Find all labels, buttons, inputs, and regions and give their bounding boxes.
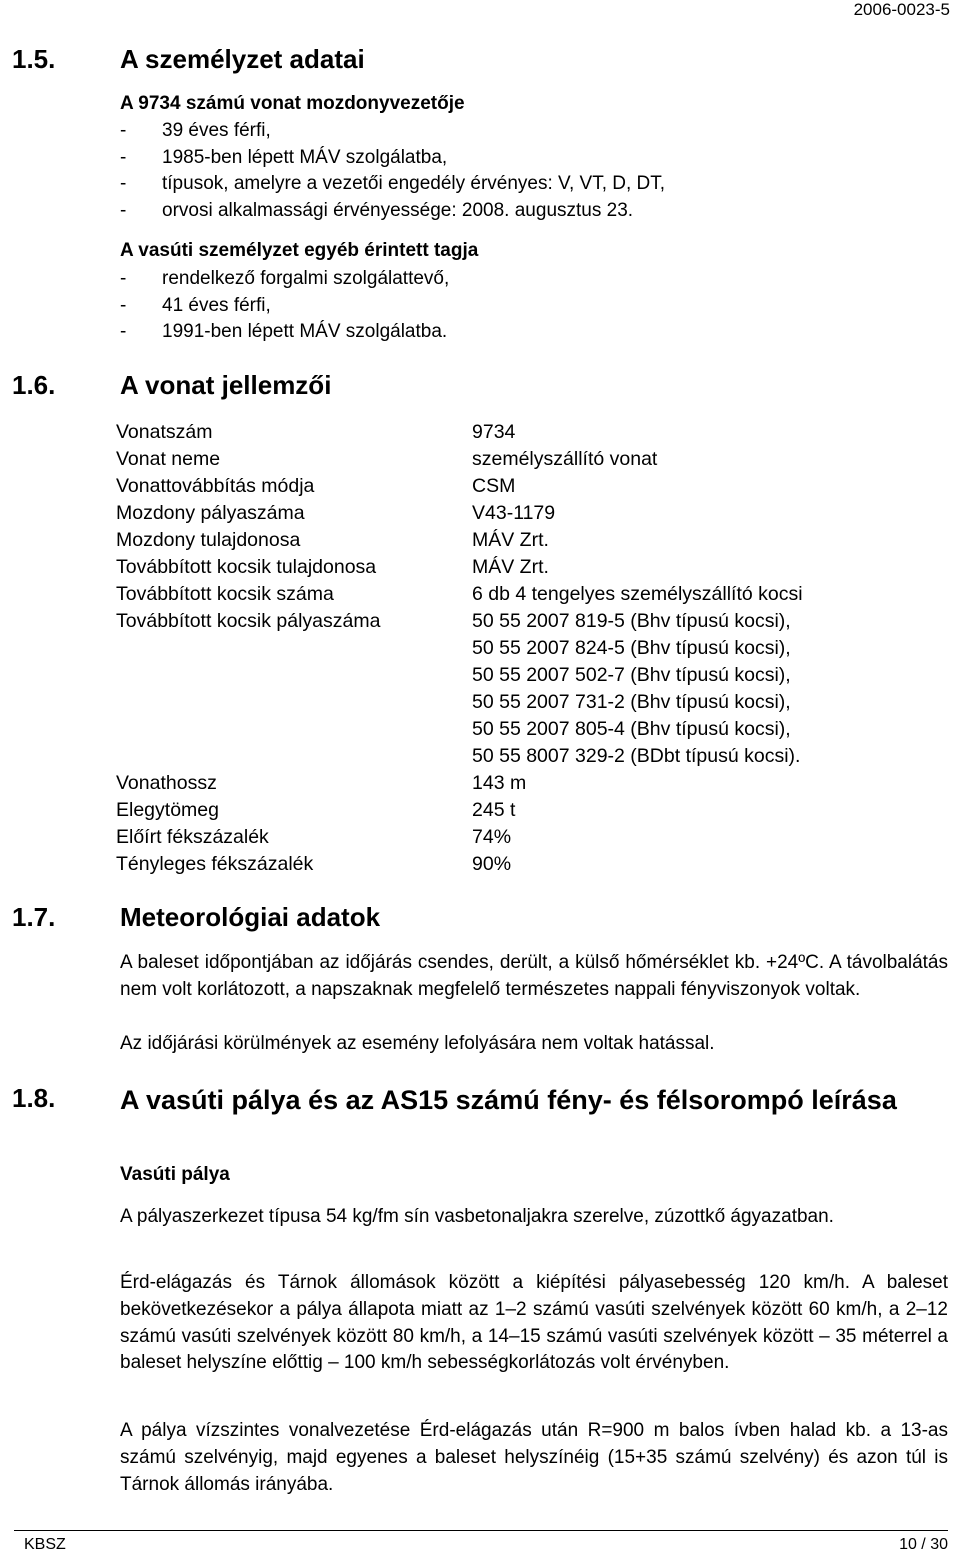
section-1-5-heading <box>0 44 960 80</box>
row-label <box>116 689 472 716</box>
section-number: 1.5. <box>12 44 56 74</box>
list-item: - rendelkező forgalmi szolgálattevő, <box>120 266 449 293</box>
table-row <box>116 500 892 527</box>
list-item: - orvosi alkalmassági érvényessége: 2008. augusztus 23. <box>120 198 665 225</box>
row-label <box>116 662 472 689</box>
speed-limit-paragraph: Érd-elágazás és Tárnok állomások között a kiépítési pályasebesség 120 km/h. A baleset bekövetkezésekor a pálya állapota miatt az 1–2 számú vasúti szelvények között 60 km/h, a 2–12 számú vasúti szelvények között 80 km/h, a 14–15 számú vasúti szelvények között – 35 méterrel a baleset helyszíne előttig – 100 km/h sebességkorlátozás volt érvényben. <box>120 1272 948 1374</box>
row-label: Vonathossz <box>116 772 217 794</box>
table-row <box>116 662 892 689</box>
weather-paragraph: A baleset időpontjában az időjárás csendes, derült, a külső hőmérséklet kb. +24ºC. A távolbalátás nem volt korlátozott, a napszaknak megfelelő természetes nappali fényviszonyok voltak. <box>120 952 948 1000</box>
table-row <box>116 446 892 473</box>
row-value: személyszállító vonat <box>472 448 658 470</box>
section-1-8-heading <box>0 1083 960 1155</box>
table-row <box>116 473 892 500</box>
document-id: 2006-0023-5 <box>853 0 950 19</box>
driver-heading: A 9734 számú vonat mozdonyvezetője <box>120 93 465 114</box>
page-footer <box>14 1530 948 1552</box>
section-1-6-heading <box>0 370 960 406</box>
table-row <box>116 689 892 716</box>
list-item: - 1991-ben lépett MÁV szolgálatba. <box>120 319 449 346</box>
row-label: Továbbított kocsik tulajdonosa <box>116 556 377 578</box>
table-row <box>116 527 892 554</box>
section-title: A vonat jellemzői <box>120 370 332 400</box>
row-value: 143 m <box>472 772 527 794</box>
section-title: Meteorológiai adatok <box>120 902 381 932</box>
row-label: Továbbított kocsik pályaszáma <box>116 610 381 632</box>
row-value: MÁV Zrt. <box>472 529 549 551</box>
row-value: 50 55 2007 824-5 (Bhv típusú kocsi), <box>472 637 791 659</box>
row-value: V43-1179 <box>472 502 556 524</box>
row-label: Mozdony pályaszáma <box>116 502 305 524</box>
row-label: Tényleges fékszázalék <box>116 853 314 875</box>
row-value: 245 t <box>472 799 516 821</box>
table-row <box>116 716 892 743</box>
table-row <box>116 581 892 608</box>
row-value: 50 55 2007 819-5 (Bhv típusú kocsi), <box>472 610 791 632</box>
table-row <box>116 635 892 662</box>
list-item: - 39 éves férfi, <box>120 118 665 145</box>
row-label: Mozdony tulajdonosa <box>116 529 301 551</box>
table-row <box>116 554 892 581</box>
row-value: 6 db 4 tengelyes személyszállító kocsi <box>472 583 803 605</box>
row-value: 9734 <box>472 421 516 443</box>
page-number: 10 / 30 <box>899 1536 948 1552</box>
weather-effect-paragraph: Az időjárási körülmények az esemény lefolyására nem voltak hatással. <box>120 1033 715 1054</box>
section-title: A személyzet adatai <box>120 44 365 74</box>
row-label: Vonat neme <box>116 448 221 470</box>
row-value: CSM <box>472 475 516 497</box>
row-value: MÁV Zrt. <box>472 556 549 578</box>
alignment-paragraph: A pálya vízszintes vonalvezetése Érd-elágazás után R=900 m balos ívben halad kb. a 13-as számú szelvényig, majd egyenes a baleset helyszínéig (15+35 számú szelvény) és azon túl is Tárnok állomás irányába. <box>120 1420 948 1495</box>
row-value: 50 55 2007 731-2 (Bhv típusú kocsi), <box>472 691 791 713</box>
row-label <box>116 743 472 770</box>
table-row <box>116 824 892 851</box>
track-structure-paragraph: A pályaszerkezet típusa 54 kg/fm sín vasbetonaljakra szerelve, zúzottkő ágyazatban. <box>120 1206 834 1227</box>
list-item: - 1985-ben lépett MÁV szolgálatba, <box>120 145 665 172</box>
row-label: Előírt fékszázalék <box>116 826 269 848</box>
list-item: - típusok, amelyre a vezetői engedély érvényes: V, VT, D, DT, <box>120 171 665 198</box>
table-row <box>116 743 892 770</box>
row-label <box>116 716 472 743</box>
row-label: Vonattovábbítás módja <box>116 475 315 497</box>
table-row <box>116 419 892 446</box>
row-label: Továbbított kocsik száma <box>116 583 334 605</box>
row-value: 50 55 2007 805-4 (Bhv típusú kocsi), <box>472 718 791 740</box>
row-value: 74% <box>472 826 512 848</box>
row-value: 90% <box>472 853 512 875</box>
section-1-7-heading <box>0 902 960 938</box>
table-row <box>116 770 892 797</box>
table-row <box>116 851 892 878</box>
section-number: 1.7. <box>12 902 56 932</box>
subheading-track: Vasúti pálya <box>120 1164 230 1185</box>
other-staff-heading: A vasúti személyzet egyéb érintett tagja <box>120 240 479 261</box>
other-staff-list <box>120 266 449 346</box>
table-row <box>116 608 892 635</box>
row-label <box>116 635 472 662</box>
section-title: A vasúti pálya és az AS15 számú fény- és félsorompó leírása <box>120 1085 897 1115</box>
row-value: 50 55 2007 502-7 (Bhv típusú kocsi), <box>472 664 791 686</box>
row-value: 50 55 8007 329-2 (BDbt típusú kocsi). <box>472 745 801 767</box>
row-label: Vonatszám <box>116 421 213 443</box>
row-label: Elegytömeg <box>116 799 219 821</box>
train-characteristics-table <box>116 419 892 878</box>
table-row <box>116 797 892 824</box>
section-number: 1.6. <box>12 370 56 400</box>
footer-organization: KBSZ <box>24 1536 66 1552</box>
section-number: 1.8. <box>12 1083 56 1113</box>
list-item: - 41 éves férfi, <box>120 293 449 320</box>
driver-details-list <box>120 118 665 225</box>
